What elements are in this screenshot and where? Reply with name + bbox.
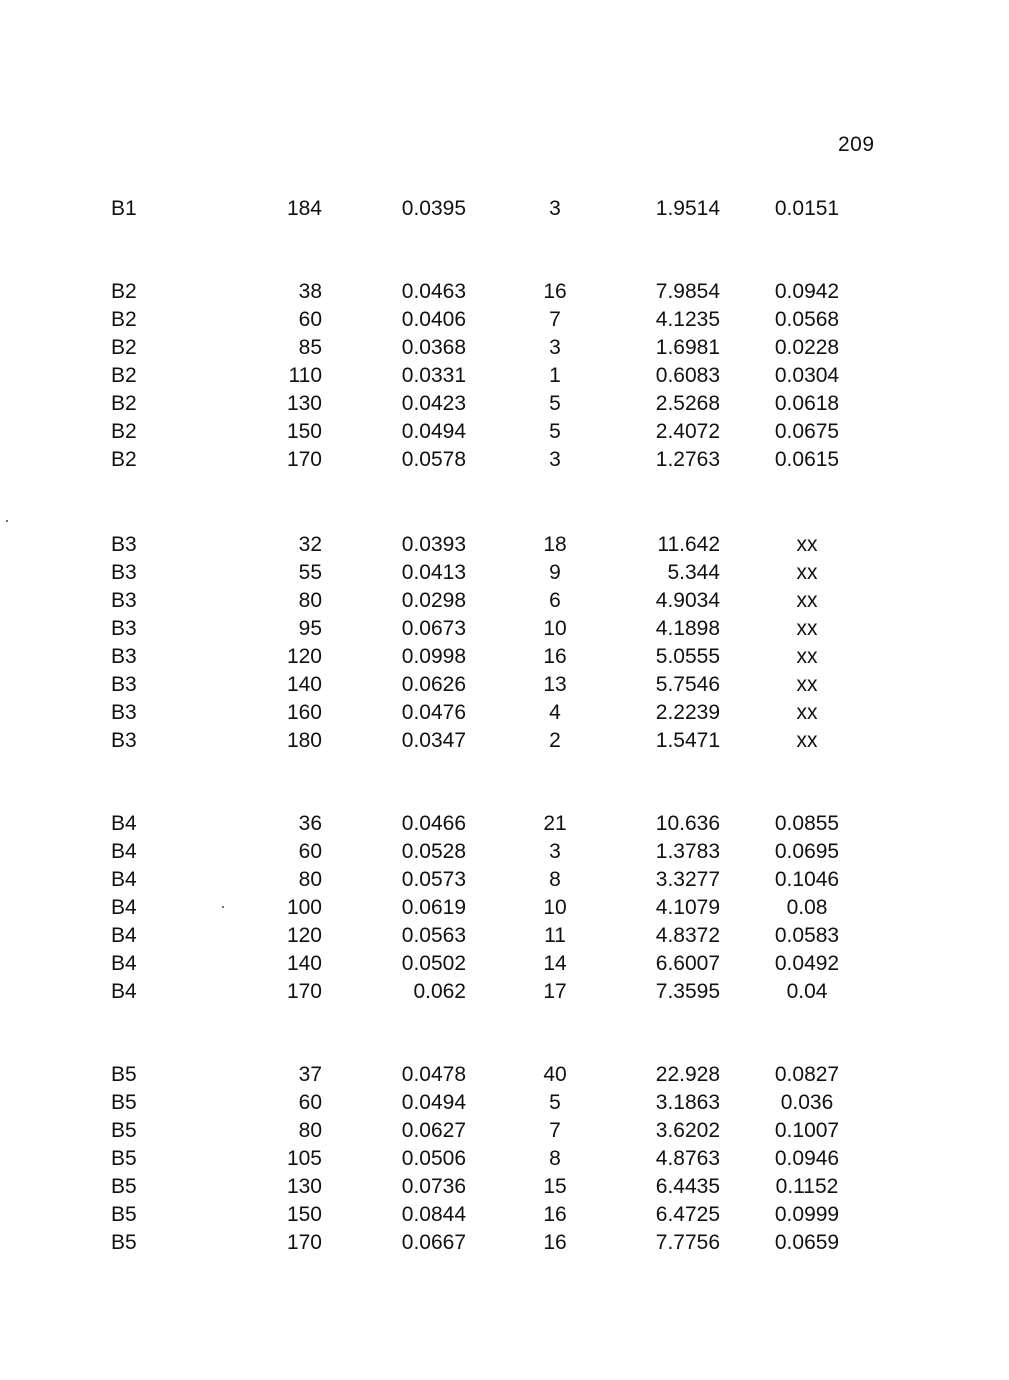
sample-id-cell: B5 <box>111 1063 137 1086</box>
depth-cell: 150 <box>286 1203 322 1226</box>
error-cell: xx <box>796 533 818 556</box>
error-cell: xx <box>796 701 818 724</box>
ratio-cell: 0.0673 <box>401 617 466 640</box>
sample-id-cell: B2 <box>111 392 137 415</box>
count-cell: 11 <box>544 924 566 947</box>
sample-id-cell: B3 <box>111 589 137 612</box>
value-cell: 7.3595 <box>655 980 720 1003</box>
ratio-cell: 0.0406 <box>401 308 466 331</box>
depth-cell: 140 <box>286 952 322 975</box>
value-cell: 1.3783 <box>655 840 720 863</box>
ratio-cell: 0.0998 <box>401 645 466 668</box>
error-cell: 0.0492 <box>774 952 840 975</box>
depth-cell: 36 <box>298 812 322 835</box>
value-cell: 5.0555 <box>655 645 720 668</box>
sample-id-cell: B3 <box>111 561 137 584</box>
sample-id-cell: B5 <box>111 1203 137 1226</box>
count-cell: 6 <box>549 589 561 612</box>
table-row <box>0 727 1009 755</box>
error-cell: xx <box>796 617 818 640</box>
table-row <box>0 390 1009 418</box>
table-row <box>0 615 1009 643</box>
error-cell: 0.1046 <box>774 868 840 891</box>
error-cell: 0.0568 <box>774 308 840 331</box>
sample-id-cell: B5 <box>111 1119 137 1142</box>
error-cell: xx <box>796 645 818 668</box>
count-cell: 9 <box>549 561 561 584</box>
ratio-cell: 0.0393 <box>401 533 466 556</box>
table-row <box>0 699 1009 727</box>
sample-id-cell: B5 <box>111 1091 137 1114</box>
sample-id-cell: B5 <box>111 1147 137 1170</box>
value-cell: 5.7546 <box>655 673 720 696</box>
table-row <box>0 671 1009 699</box>
table-row <box>0 559 1009 587</box>
table-row <box>0 978 1009 1006</box>
table-row <box>0 1201 1009 1229</box>
depth-cell: 95 <box>298 617 322 640</box>
ratio-cell: 0.0528 <box>401 840 466 863</box>
count-cell: 13 <box>543 673 567 696</box>
ratio-cell: 0.0347 <box>401 729 466 752</box>
value-cell: 1.9514 <box>655 197 720 220</box>
value-cell: 11.642 <box>657 533 720 556</box>
value-cell: 4.1235 <box>655 308 720 331</box>
table-row <box>0 418 1009 446</box>
ratio-cell: 0.0298 <box>401 589 466 612</box>
error-cell: 0.1152 <box>775 1175 839 1198</box>
table-row <box>0 866 1009 894</box>
table-row <box>0 838 1009 866</box>
sample-id-cell: B3 <box>111 533 137 556</box>
ratio-cell: 0.0331 <box>401 364 466 387</box>
count-cell: 16 <box>543 280 567 303</box>
count-cell: 16 <box>543 645 567 668</box>
sample-id-cell: B2 <box>111 308 137 331</box>
depth-cell: 80 <box>298 589 322 612</box>
depth-cell: 38 <box>298 280 322 303</box>
sample-id-cell: B2 <box>111 364 137 387</box>
value-cell: 1.6981 <box>655 336 720 359</box>
count-cell: 3 <box>549 197 561 220</box>
count-cell: 5 <box>549 1091 561 1114</box>
value-cell: 10.636 <box>655 812 720 835</box>
table-row <box>0 922 1009 950</box>
depth-cell: 130 <box>286 392 322 415</box>
ratio-cell: 0.0423 <box>401 392 466 415</box>
error-cell: xx <box>796 589 818 612</box>
count-cell: 17 <box>543 980 567 1003</box>
value-cell: 2.5268 <box>655 392 720 415</box>
table-row <box>0 1145 1009 1173</box>
ratio-cell: 0.0466 <box>401 812 466 835</box>
count-cell: 5 <box>549 392 561 415</box>
depth-cell: 160 <box>286 701 322 724</box>
table-row <box>0 195 1009 223</box>
error-cell: 0.036 <box>780 1091 834 1114</box>
count-cell: 3 <box>549 336 561 359</box>
value-cell: 2.4072 <box>655 420 720 443</box>
sample-id-cell: B4 <box>111 868 137 891</box>
table-row <box>0 643 1009 671</box>
ratio-cell: 0.062 <box>413 980 466 1003</box>
sample-id-cell: B3 <box>111 617 137 640</box>
count-cell: 8 <box>549 868 561 891</box>
count-cell: 8 <box>549 1147 561 1170</box>
count-cell: 7 <box>549 308 561 331</box>
sample-id-cell: B5 <box>111 1175 137 1198</box>
error-cell: 0.0618 <box>774 392 840 415</box>
ratio-cell: 0.0368 <box>401 336 466 359</box>
depth-cell: 140 <box>286 673 322 696</box>
error-cell: 0.0228 <box>774 336 840 359</box>
table-group <box>0 195 1009 223</box>
error-cell: 0.0827 <box>774 1063 840 1086</box>
depth-cell: 130 <box>286 1175 322 1198</box>
table-row <box>0 362 1009 390</box>
count-cell: 3 <box>549 448 561 471</box>
error-cell: xx <box>796 673 818 696</box>
value-cell: 4.1898 <box>655 617 720 640</box>
page-number: 209 <box>838 133 875 156</box>
count-cell: 21 <box>543 812 567 835</box>
sample-id-cell: B2 <box>111 336 137 359</box>
count-cell: 4 <box>549 701 561 724</box>
sample-id-cell: B3 <box>111 729 137 752</box>
table-row <box>0 1117 1009 1145</box>
depth-cell: 60 <box>298 308 322 331</box>
error-cell: 0.0942 <box>774 280 840 303</box>
value-cell: 4.8372 <box>655 924 720 947</box>
sample-id-cell: B1 <box>111 197 137 220</box>
error-cell: 0.0695 <box>774 840 840 863</box>
value-cell: 3.1863 <box>655 1091 720 1114</box>
table-row <box>0 1229 1009 1257</box>
ratio-cell: 0.0463 <box>401 280 466 303</box>
count-cell: 40 <box>543 1063 567 1086</box>
ratio-cell: 0.0736 <box>401 1175 466 1198</box>
table-group <box>0 531 1009 755</box>
depth-cell: 110 <box>288 364 322 387</box>
error-cell: 0.08 <box>786 896 828 919</box>
scan-speck <box>222 906 224 908</box>
value-cell: 4.8763 <box>655 1147 720 1170</box>
depth-cell: 80 <box>298 868 322 891</box>
depth-cell: 150 <box>286 420 322 443</box>
count-cell: 18 <box>543 533 567 556</box>
table-row <box>0 587 1009 615</box>
value-cell: 7.9854 <box>655 280 720 303</box>
error-cell: xx <box>796 729 818 752</box>
error-cell: 0.0304 <box>774 364 840 387</box>
count-cell: 7 <box>549 1119 561 1142</box>
count-cell: 2 <box>549 729 561 752</box>
sample-id-cell: B3 <box>111 701 137 724</box>
depth-cell: 170 <box>286 448 322 471</box>
value-cell: 1.2763 <box>655 448 720 471</box>
value-cell: 5.344 <box>667 561 720 584</box>
value-cell: 2.2239 <box>655 701 720 724</box>
depth-cell: 37 <box>298 1063 322 1086</box>
error-cell: 0.0855 <box>774 812 840 835</box>
count-cell: 10 <box>543 617 567 640</box>
depth-cell: 55 <box>298 561 322 584</box>
value-cell: 4.1079 <box>655 896 720 919</box>
count-cell: 15 <box>543 1175 567 1198</box>
table-row <box>0 950 1009 978</box>
ratio-cell: 0.0844 <box>401 1203 466 1226</box>
table-row <box>0 278 1009 306</box>
sample-id-cell: B4 <box>111 896 137 919</box>
error-cell: 0.1007 <box>774 1119 840 1142</box>
table-row <box>0 1173 1009 1201</box>
ratio-cell: 0.0502 <box>401 952 466 975</box>
depth-cell: 60 <box>298 840 322 863</box>
count-cell: 16 <box>543 1231 567 1254</box>
table-group <box>0 1061 1009 1257</box>
error-cell: 0.0675 <box>774 420 840 443</box>
ratio-cell: 0.0413 <box>401 561 466 584</box>
error-cell: 0.0659 <box>774 1231 840 1254</box>
ratio-cell: 0.0476 <box>401 701 466 724</box>
sample-id-cell: B4 <box>111 980 137 1003</box>
value-cell: 6.4725 <box>655 1203 720 1226</box>
error-cell: 0.0999 <box>774 1203 840 1226</box>
count-cell: 16 <box>543 1203 567 1226</box>
table-row <box>0 446 1009 474</box>
ratio-cell: 0.0478 <box>401 1063 466 1086</box>
table-row <box>0 1061 1009 1089</box>
scan-speck <box>6 520 8 522</box>
ratio-cell: 0.0578 <box>401 448 466 471</box>
count-cell: 1 <box>549 364 561 387</box>
depth-cell: 180 <box>286 729 322 752</box>
depth-cell: 170 <box>286 1231 322 1254</box>
depth-cell: 85 <box>298 336 322 359</box>
ratio-cell: 0.0626 <box>401 673 466 696</box>
depth-cell: 80 <box>298 1119 322 1142</box>
ratio-cell: 0.0619 <box>401 896 466 919</box>
count-cell: 5 <box>549 420 561 443</box>
table-row <box>0 1089 1009 1117</box>
depth-cell: 184 <box>286 197 322 220</box>
depth-cell: 32 <box>298 533 322 556</box>
depth-cell: 105 <box>286 1147 322 1170</box>
count-cell: 3 <box>549 840 561 863</box>
ratio-cell: 0.0395 <box>401 197 466 220</box>
depth-cell: 60 <box>298 1091 322 1114</box>
value-cell: 3.3277 <box>655 868 720 891</box>
sample-id-cell: B3 <box>111 673 137 696</box>
error-cell: xx <box>796 561 818 584</box>
value-cell: 22.928 <box>655 1063 720 1086</box>
depth-cell: 170 <box>286 980 322 1003</box>
count-cell: 10 <box>543 896 567 919</box>
sample-id-cell: B3 <box>111 645 137 668</box>
sample-id-cell: B2 <box>111 420 137 443</box>
depth-cell: 120 <box>286 645 322 668</box>
table-group <box>0 278 1009 474</box>
ratio-cell: 0.0573 <box>401 868 466 891</box>
ratio-cell: 0.0563 <box>401 924 466 947</box>
depth-cell: 100 <box>286 896 322 919</box>
table-row <box>0 810 1009 838</box>
value-cell: 3.6202 <box>655 1119 720 1142</box>
error-cell: 0.0615 <box>774 448 840 471</box>
error-cell: 0.0583 <box>774 924 840 947</box>
error-cell: 0.04 <box>786 980 828 1003</box>
value-cell: 4.9034 <box>655 589 720 612</box>
sample-id-cell: B4 <box>111 812 137 835</box>
value-cell: 0.6083 <box>655 364 720 387</box>
sample-id-cell: B5 <box>111 1231 137 1254</box>
ratio-cell: 0.0627 <box>401 1119 466 1142</box>
ratio-cell: 0.0667 <box>401 1231 466 1254</box>
ratio-cell: 0.0494 <box>401 1091 466 1114</box>
sample-id-cell: B4 <box>111 952 137 975</box>
value-cell: 6.6007 <box>655 952 720 975</box>
table-row <box>0 894 1009 922</box>
value-cell: 7.7756 <box>655 1231 720 1254</box>
value-cell: 6.4435 <box>655 1175 720 1198</box>
ratio-cell: 0.0494 <box>401 420 466 443</box>
depth-cell: 120 <box>286 924 322 947</box>
ratio-cell: 0.0506 <box>401 1147 466 1170</box>
table-row <box>0 334 1009 362</box>
table-row <box>0 531 1009 559</box>
table-row <box>0 306 1009 334</box>
error-cell: 0.0151 <box>774 197 840 220</box>
table-group <box>0 810 1009 1006</box>
sample-id-cell: B4 <box>111 924 137 947</box>
value-cell: 1.5471 <box>655 729 720 752</box>
sample-id-cell: B2 <box>111 280 137 303</box>
error-cell: 0.0946 <box>774 1147 840 1170</box>
sample-id-cell: B4 <box>111 840 137 863</box>
count-cell: 14 <box>543 952 567 975</box>
sample-id-cell: B2 <box>111 448 137 471</box>
